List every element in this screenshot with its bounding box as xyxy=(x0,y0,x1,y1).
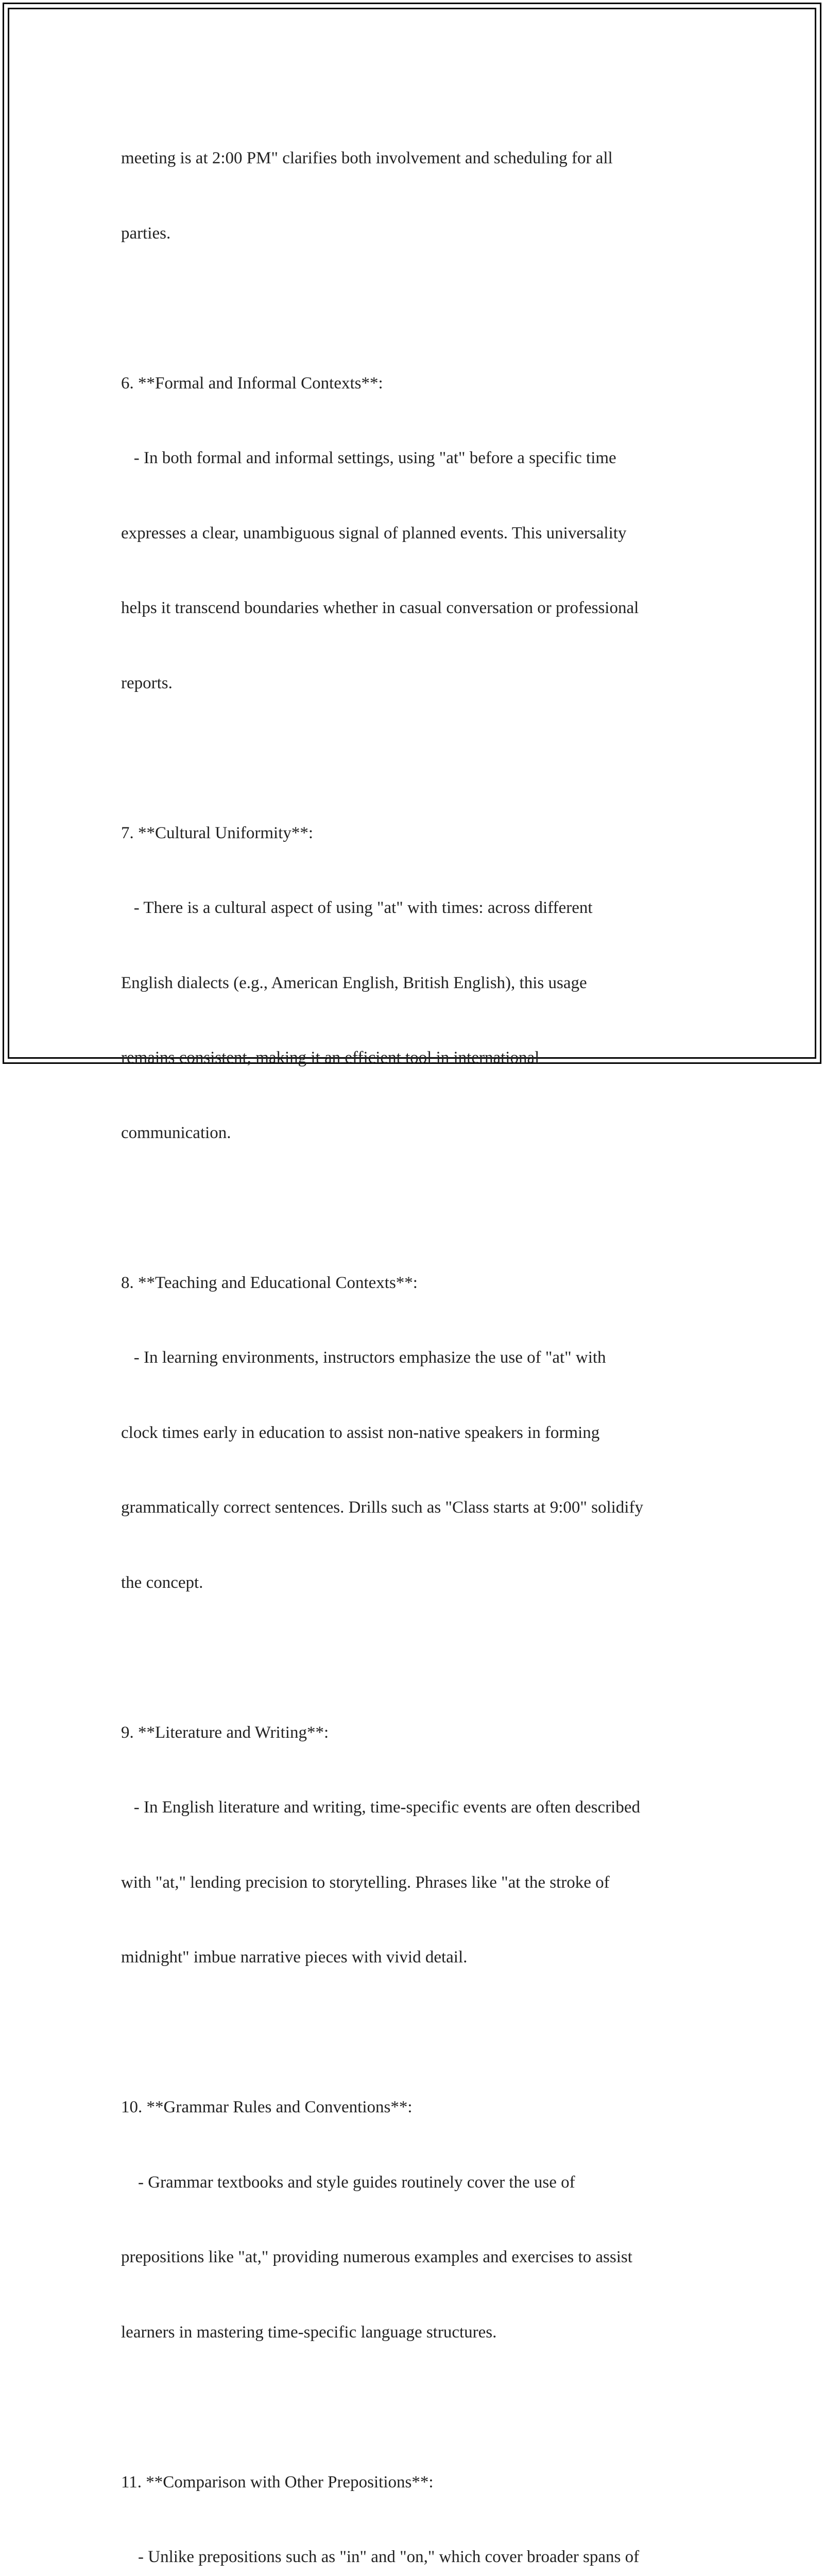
text-line: - In both formal and informal settings, using "at" before a specific time xyxy=(121,449,616,467)
text-line: - There is a cultural aspect of using "at" with times: across different xyxy=(121,899,593,917)
section-heading: 10. **Grammar Rules and Conventions**: xyxy=(121,2098,413,2116)
section-heading: 8. **Teaching and Educational Contexts**: xyxy=(121,1273,418,1292)
text-line: - Grammar textbooks and style guides routinely cover the use of xyxy=(121,2173,575,2192)
text-line: reports. xyxy=(121,673,173,692)
text-line: English dialects (e.g., American English, British English), this usage xyxy=(121,973,587,992)
text-line: with "at," lending precision to storytelling. Phrases like "at the stroke of xyxy=(121,1873,610,1892)
text-line: learners in mastering time-specific language structures. xyxy=(121,2323,497,2342)
text-line: the concept. xyxy=(121,1573,203,1592)
blank-line xyxy=(121,1645,703,1670)
blank-line xyxy=(121,296,703,321)
text-line: expresses a clear, unambiguous signal of planned events. This universality xyxy=(121,523,627,543)
section-heading: 9. **Literature and Writing**: xyxy=(121,1723,329,1742)
blank-line xyxy=(121,1195,703,1221)
text-line: - In English literature and writing, time-specific events are often described xyxy=(121,1798,640,1817)
blank-line xyxy=(121,2395,703,2420)
text-line: remains consistent, making it an efficient tool in international xyxy=(121,1048,540,1067)
text-line: parties. xyxy=(121,224,171,243)
document-body xyxy=(121,96,703,2576)
text-line: communication. xyxy=(121,1123,231,1142)
text-line: midnight" imbue narrative pieces with vivid detail. xyxy=(121,1948,468,1967)
text-line: prepositions like "at," providing numerous examples and exercises to assist xyxy=(121,2248,632,2266)
section-heading: 7. **Cultural Uniformity**: xyxy=(121,823,314,842)
text-line: meeting is at 2:00 PM" clarifies both involvement and scheduling for all xyxy=(121,149,613,167)
text-line: - Unlike prepositions such as "in" and "on," which cover broader spans of xyxy=(121,2548,640,2566)
section-heading: 11. **Comparison with Other Prepositions**: xyxy=(121,2472,434,2492)
blank-line xyxy=(121,2020,703,2045)
text-line: - In learning environments, instructors emphasize the use of "at" with xyxy=(121,1348,606,1367)
text-line: grammatically correct sentences. Drills such as "Class starts at 9:00" solidify xyxy=(121,1498,643,1517)
blank-line xyxy=(121,745,703,771)
text-line: clock times early in education to assist non-native speakers in forming xyxy=(121,1423,600,1442)
text-line: helps it transcend boundaries whether in casual conversation or professional xyxy=(121,599,639,617)
section-heading: 6. **Formal and Informal Contexts**: xyxy=(121,374,383,393)
